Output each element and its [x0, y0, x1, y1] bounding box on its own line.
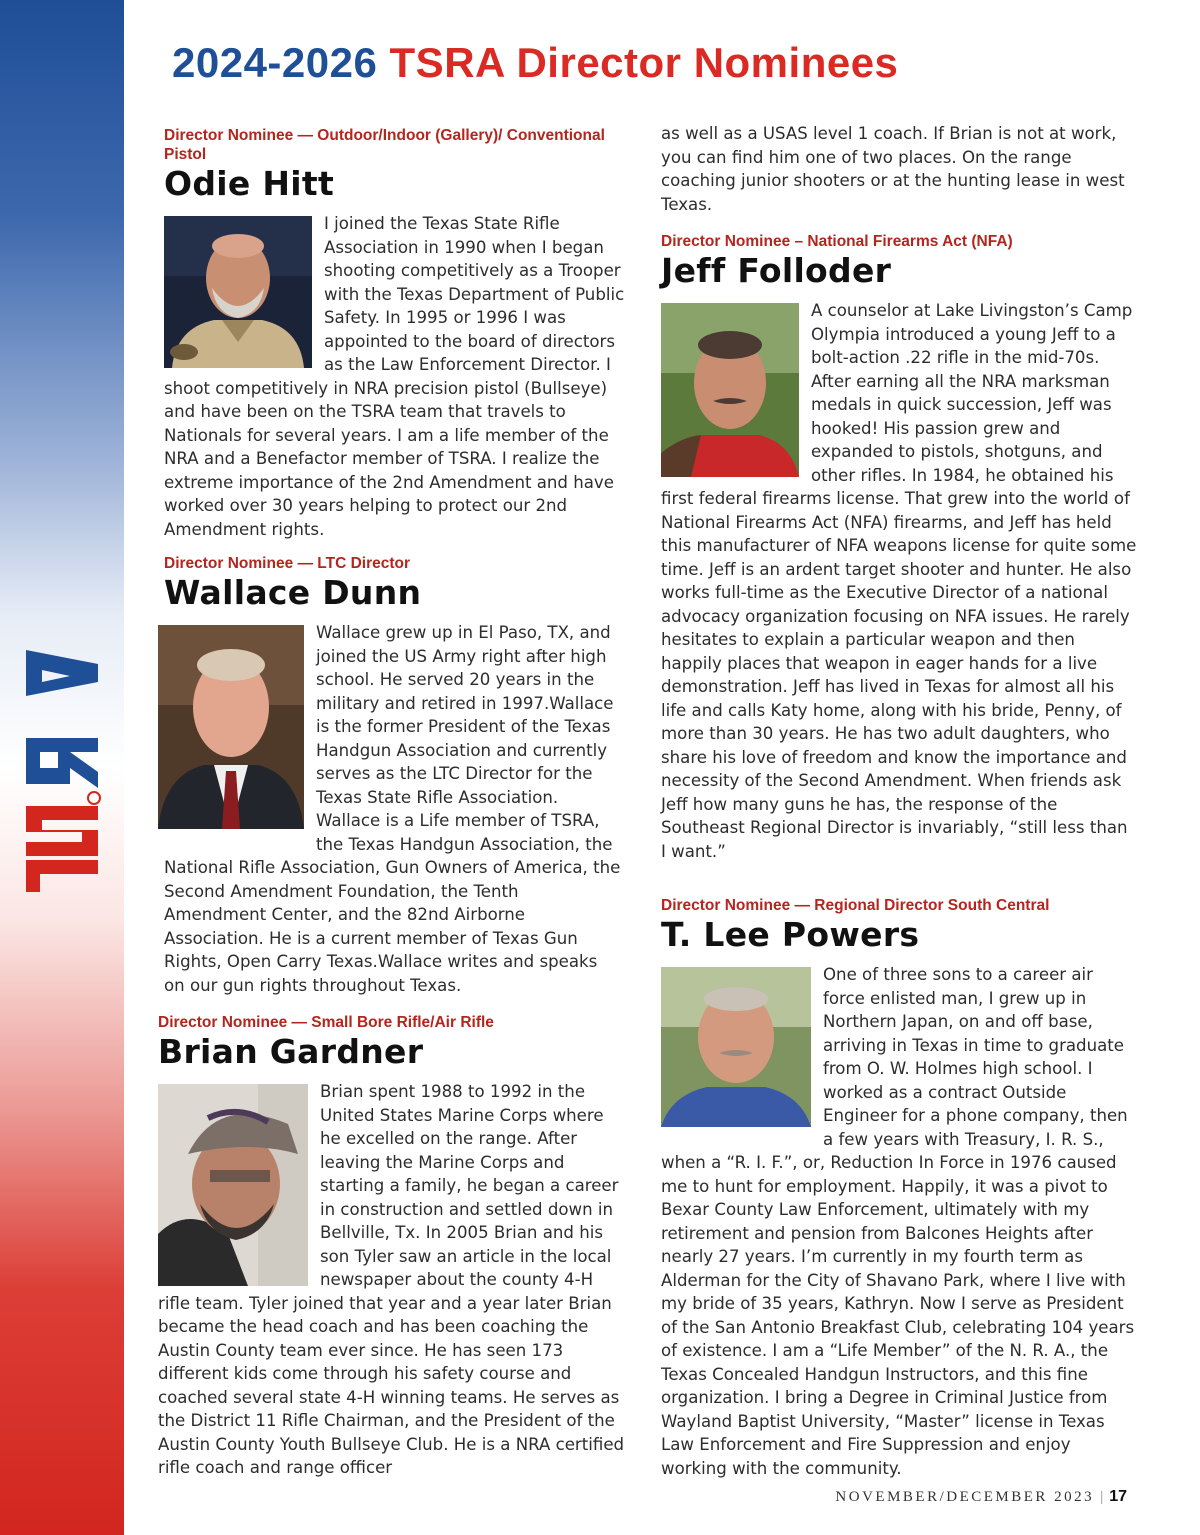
- nominee-role: Director Nominee — LTC Director: [164, 555, 411, 572]
- nominee-bio-text: One of three sons to a career air force enlisted man, I grew up in Northern Japan, on and off base, arriving in Texas in time to graduate from O. W. Holmes high school. I worked as a contract Outside Engineer for a phone company, then a few years with Treasury, I. R. S., when a “R. I. F.”, or, Reduction In Force in 1976 caused me to hunt for employment. Happily, it was a pivot to Bexar County Law Enforcement, ultimately with my retirement and pension from Balcones Heights after nearly 27 years. I’m currently in my fourth term as Alderman for the City of Shavano Park, where I live with my bride of 35 years, Kathryn. Now I serve as President of the San Antonio Breakfast Club, celebrating 104 years of existence. I am a “Life Member” of the N. R. A., the Texas Concealed Handgun Instructors, and this fine organization. I bring a Degree in Criminal Justice from Wayland Baptist University, “Master” license in Texas Law Enforcement and Fire Suppression and enjoy working with the community.: [661, 965, 1135, 1478]
- nominee-role: Director Nominee — Outdoor/Indoor (Gallery)/ Conventional Pistol: [164, 127, 605, 163]
- nominee-bio: [158, 1080, 628, 1480]
- nominee-photo: [158, 625, 304, 829]
- nominee-odie-hitt: [164, 126, 632, 541]
- nominee-bio-text: I joined the Texas State Rifle Association in 1990 when I began shooting competitively as a Trooper with the Texas Department of Public Safety. In 1995 or 1996 I was appointed to the board of directors as the Law Enforcement Director. I shoot competitively in NRA precision pistol (Bullseye) and have been on the TSRA team that travels to Nationals for several years. I am a life member of the NRA and a Benefactor member of TSRA. I realize the extreme importance of the 2nd Amendment and have worked over 30 years helping to protect our 2nd Amendment rights.: [164, 214, 625, 539]
- footer-issue: NOVEMBER/DECEMBER 2023: [835, 1489, 1095, 1505]
- page-footer: [835, 1486, 1127, 1508]
- page-title: [172, 38, 1172, 88]
- nominee-role: Director Nominee — Regional Director South Central: [661, 897, 1050, 914]
- page-number: 17: [1109, 1488, 1127, 1505]
- nominee-bio-text: Wallace grew up in El Paso, TX, and joined the US Army right after high school. He served 20 years in the military and retired in 1997.Wallace is the former President of the Texas Handgun Association and currently serves as the LTC Director for the Texas State Rifle Association. Wallace is a Life member of TSRA, the Texas Handgun Association, the National Rifle Association, Gun Owners of America, the Second Amendment Foundation, the Tenth Amendment Center, and the 82nd Airborne Association. He is a current member of Texas Gun Rights, Open Carry Texas.Wallace writes and speaks on our gun rights throughout Texas.: [164, 623, 621, 995]
- nominee-jeff-folloder: [661, 232, 1137, 863]
- nominee-bio-text: A counselor at Lake Livingston’s Camp Olympia introduced a young Jeff to a bolt-action .22 rifle in the mid-70s. After earning all the NRA marksman medals in quick succession, Jeff was hooked! His passion grew and expanded to pistols, shotguns, and other rifles. In 1984, he obtained his first federal firearms license. That grew into the world of National Firearms Act (NFA) firearms, and Jeff has held this manufacturer of NFA weapons license for quite some time. Jeff is an ardent target shooter and hunter. He also works full-time as the Executive Director of a national advocacy organization focusing on NFA issues. He rarely hesitates to explain a particular weapon and then happily places that weapon in eager hands for a live demonstration. Jeff has lived in Texas for almost all his life and calls Katy home, along with his bride, Penny, of more than 30 years. He has two adult daughters, who share his love of freedom and know the importance and necessity of the Second Amendment. When friends ask Jeff how many guns he has, the response of the Southeast Regional Director is invariably, “still less than I want.”: [661, 301, 1137, 861]
- nominee-bio: [661, 963, 1139, 1480]
- nominee-bio-continued-text: as well as a USAS level 1 coach. If Brian is not at work, you can find him one of two places. On the range coaching junior shooters or at the hunting lease in west Texas.: [661, 124, 1125, 214]
- nominee-brian-gardner: [158, 1013, 628, 1480]
- nominee-bio: [164, 621, 622, 997]
- nominee-role: Director Nominee — Small Bore Rifle/Air Rifle: [158, 1014, 494, 1031]
- nominee-photo: [661, 303, 799, 477]
- footer-separator: |: [1100, 1489, 1104, 1505]
- nominee-photo: [661, 967, 811, 1127]
- tsra-logo: [22, 638, 102, 893]
- nominee-name: Brian Gardner: [158, 1032, 424, 1071]
- nominee-photo: [158, 1084, 308, 1286]
- nominee-name: Wallace Dunn: [164, 573, 422, 612]
- page-title-years: 2024-2026: [172, 39, 378, 86]
- page-title-text: TSRA Director Nominees: [389, 39, 899, 86]
- nominee-bio: [164, 212, 632, 541]
- nominee-bio-continued: [661, 122, 1136, 216]
- nominee-name: Jeff Folloder: [661, 251, 892, 290]
- nominee-wallace-dunn: [164, 554, 622, 997]
- nominee-photo: [164, 216, 312, 368]
- nominee-t-lee-powers: [661, 896, 1139, 1480]
- nominee-bio: [661, 299, 1137, 863]
- nominee-name: Odie Hitt: [164, 164, 335, 203]
- nominee-name: T. Lee Powers: [661, 915, 920, 954]
- nominee-bio-text: Brian spent 1988 to 1992 in the United States Marine Corps where he excelled on the range. After leaving the Marine Corps and starting a family, he began a career in construction and settled down in Bellville, Tx. In 2005 Brian and his son Tyler saw an article in the local newspaper about the county 4-H rifle team. Tyler joined that year and a year later Brian became the head coach and has been coaching the Austin County team ever since. He has seen 173 different kids come through his safety course and coached several state 4-H winning teams. He serves as the District 11 Rifle Chairman, and the President of the Austin County Youth Bullseye Club. He is a NRA certified rifle coach and range officer: [158, 1082, 625, 1477]
- nominee-role: Director Nominee – National Firearms Act (NFA): [661, 233, 1013, 250]
